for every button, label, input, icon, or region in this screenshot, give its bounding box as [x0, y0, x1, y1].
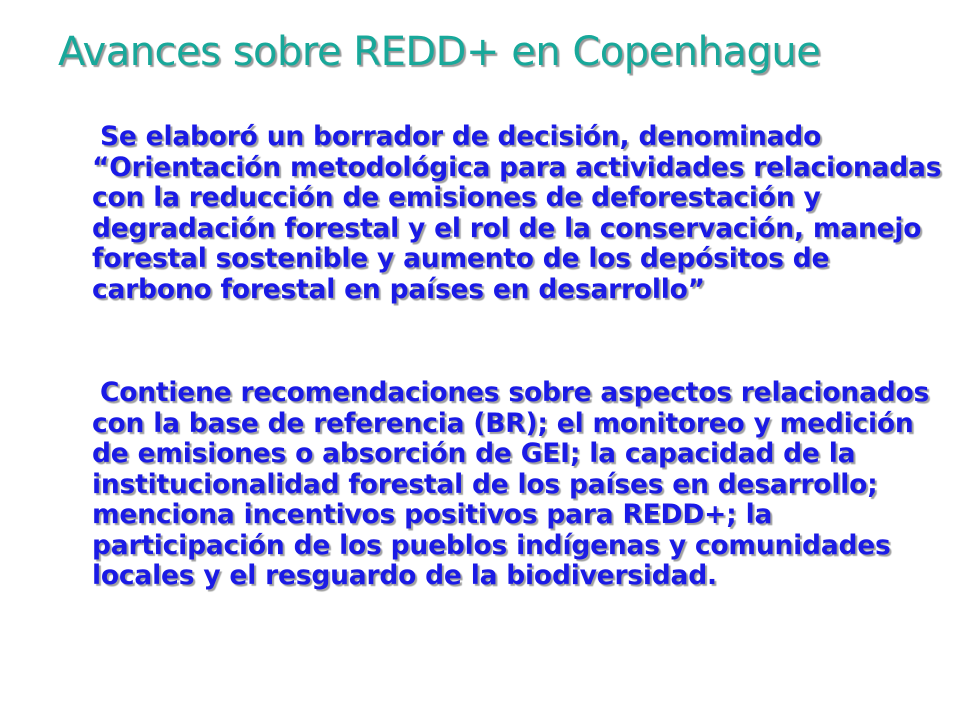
body-paragraph-1 [92, 122, 952, 305]
body-paragraph-2-text: Contiene recomendaciones sobre aspectos relacionados con la base de referencia (BR); el monitoreo y medición de emisiones o absorción de GEI; la capacidad de la institucionalidad forestal de los países en desarrollo; menciona incentivos positivos para REDD+; la participación de los pueblos indígenas y comunidades locales y el resguardo de la biodiversidad. [92, 377, 930, 591]
body-paragraph-2 [92, 378, 952, 592]
body-paragraph-1-text: Se elaboró un borrador de decisión, denominado “Orientación metodológica para actividades relacionadas con la reducción de emisiones de deforestación y degradación forestal y el rol de la conservación, manejo forestal sostenible y aumento de los depósitos de carbono forestal en países en desarrollo” [92, 121, 942, 305]
slide-title: Avances sobre REDD+ en Copenhague [58, 29, 821, 75]
